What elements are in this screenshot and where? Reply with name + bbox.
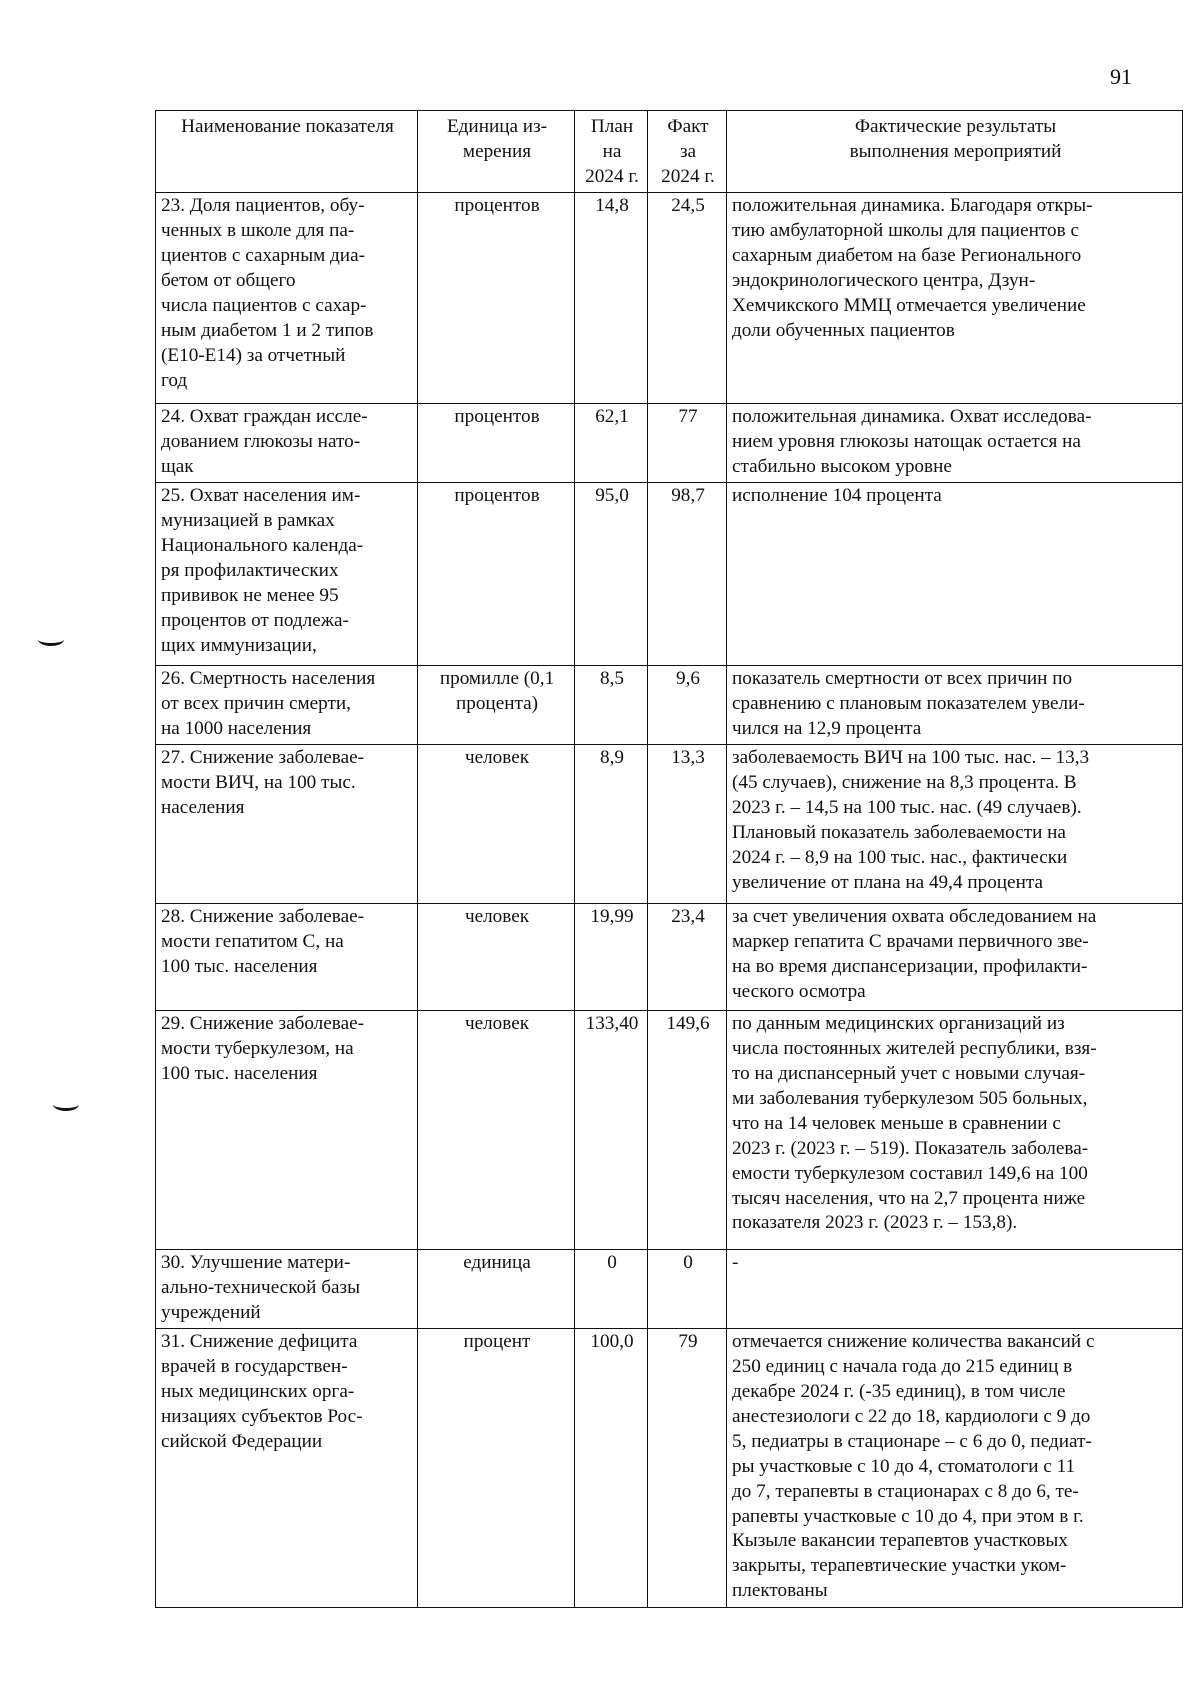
table-row (156, 403, 1183, 482)
fact-cell: 149,6 (648, 1010, 727, 1249)
plan-cell: 8,5 (575, 665, 648, 744)
table-row (156, 1010, 1183, 1249)
indicator-name-cell: 23. Доля пациентов, обу- ченных в школе для па- циентов с сахарным диа- бетом от общего числа пациентов с сахар- ным диабетом 1 и 2 типов (E10-E14) за отчетный год (156, 192, 418, 403)
result-cell: - (727, 1249, 1183, 1328)
plan-cell: 95,0 (575, 482, 648, 665)
fact-cell: 24,5 (648, 192, 727, 403)
table-row (156, 1249, 1183, 1328)
fact-cell: 23,4 (648, 903, 727, 1010)
plan-cell: 14,8 (575, 192, 648, 403)
indicator-name-cell: 24. Охват граждан иссле- дованием глюкозы нато- щак (156, 403, 418, 482)
result-cell: положительная динамика. Благодаря откры- тию амбулаторной школы для пациентов с сахарным диабетом на базе Регионального эндокринологического центра, Дзун- Хемчикского ММЦ отмечается увеличение доли обученных пациентов (727, 192, 1183, 403)
table-row (156, 482, 1183, 665)
table-row (156, 903, 1183, 1010)
fact-cell: 9,6 (648, 665, 727, 744)
header-row (156, 111, 1183, 193)
margin-mark (38, 633, 64, 646)
result-cell: заболеваемость ВИЧ на 100 тыс. нас. – 13,3 (45 случаев), снижение на 8,3 процента. В 2023 г. – 14,5 на 100 тыс. нас. (49 случаев). Плановый показатель заболеваемости на 2024 г. – 8,9 на 100 тыс. нас., фактически увеличение от плана на 49,4 процента (727, 744, 1183, 903)
fact-cell: 13,3 (648, 744, 727, 903)
table-row (156, 192, 1183, 403)
result-cell: показатель смертности от всех причин по сравнению с плановым показателем увели- чился на 12,9 процента (727, 665, 1183, 744)
unit-cell: процентов (418, 192, 575, 403)
page-number: 91 (1110, 64, 1132, 89)
plan-cell: 19,99 (575, 903, 648, 1010)
unit-cell: человек (418, 903, 575, 1010)
table-row (156, 1328, 1183, 1607)
fact-cell: 98,7 (648, 482, 727, 665)
indicator-name-cell: 28. Снижение заболевае- мости гепатитом С, на 100 тыс. населения (156, 903, 418, 1010)
margin-mark (53, 1098, 79, 1111)
unit-cell: промилле (0,1 процента) (418, 665, 575, 744)
header-fact: Факт за 2024 г. (648, 111, 727, 193)
fact-cell: 0 (648, 1249, 727, 1328)
indicator-name-cell: 25. Охват населения им- мунизацией в рамках Национального календа- ря профилактических прививок не менее 95 процентов от подлежа- щих иммунизации, (156, 482, 418, 665)
plan-cell: 0 (575, 1249, 648, 1328)
fact-cell: 79 (648, 1328, 727, 1607)
plan-cell: 133,40 (575, 1010, 648, 1249)
indicator-name-cell: 30. Улучшение матери- ально-технической базы учреждений (156, 1249, 418, 1328)
indicator-name-cell: 29. Снижение заболевае- мости туберкулезом, на 100 тыс. населения (156, 1010, 418, 1249)
plan-cell: 8,9 (575, 744, 648, 903)
unit-cell: процентов (418, 403, 575, 482)
result-cell: за счет увеличения охвата обследованием на маркер гепатита С врачами первичного зве- на во время диспансеризации, профилакти- ческого осмотра (727, 903, 1183, 1010)
indicator-name-cell: 26. Смертность населения от всех причин смерти, на 1000 населения (156, 665, 418, 744)
unit-cell: человек (418, 1010, 575, 1249)
table-row (156, 744, 1183, 903)
indicator-name-cell: 27. Снижение заболевае- мости ВИЧ, на 100 тыс. населения (156, 744, 418, 903)
fact-cell: 77 (648, 403, 727, 482)
result-cell: положительная динамика. Охват исследова- нием уровня глюкозы натощак остается на стабильно высоком уровне (727, 403, 1183, 482)
unit-cell: человек (418, 744, 575, 903)
indicators-table (155, 110, 1183, 1608)
header-results: Фактические результаты выполнения мероприятий (727, 111, 1183, 193)
header-unit: Единица из- мерения (418, 111, 575, 193)
table-row (156, 665, 1183, 744)
unit-cell: единица (418, 1249, 575, 1328)
plan-cell: 100,0 (575, 1328, 648, 1607)
unit-cell: процент (418, 1328, 575, 1607)
unit-cell: процентов (418, 482, 575, 665)
result-cell: отмечается снижение количества вакансий с 250 единиц с начала года до 215 единиц в декабре 2024 г. (-35 единиц), в том числе анестезиологи с 22 до 18, кардиологи с 9 до 5, педиатры в стационаре – с 6 до 0, педиат- ры участковые с 10 до 4, стоматологи с 11 до 7, терапевты в стационарах с 8 до 6, те- рапевты участковые с 10 до 4, при этом в г. Кызыле вакансии терапевтов участковых закрыты, терапевтические участки уком- плектованы (727, 1328, 1183, 1607)
indicator-name-cell: 31. Снижение дефицита врачей в государствен- ных медицинских орга- низациях субъектов Рос- сийской Федерации (156, 1328, 418, 1607)
header-plan: План на 2024 г. (575, 111, 648, 193)
result-cell: по данным медицинских организаций из числа постоянных жителей республики, взя- то на диспансерный учет с новыми случая- ми заболевания туберкулезом 505 больных, что на 14 человек меньше в сравнении с 2023 г. (2023 г. – 519). Показатель заболева- емости туберкулезом составил 149,6 на 100 тысяч населения, что на 2,7 процента ниже показателя 2023 г. (2023 г. – 153,8). (727, 1010, 1183, 1249)
header-name: Наименование показателя (156, 111, 418, 193)
plan-cell: 62,1 (575, 403, 648, 482)
result-cell: исполнение 104 процента (727, 482, 1183, 665)
